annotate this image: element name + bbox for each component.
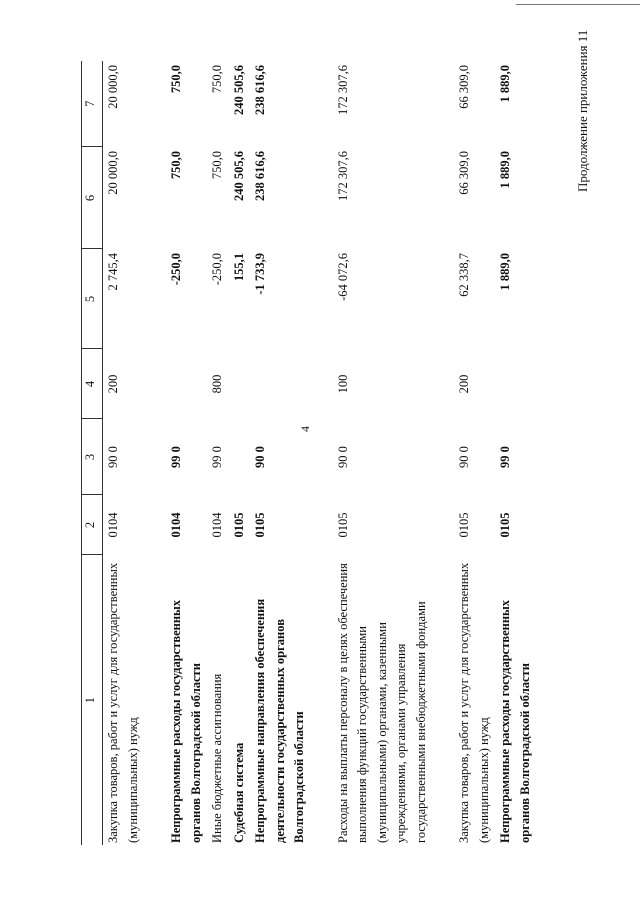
expense-type-code xyxy=(229,349,251,419)
budget-table xyxy=(81,61,536,845)
spacer-row xyxy=(144,61,166,845)
program-code: 99 0 xyxy=(169,446,183,468)
amount-total: 172 307,6 xyxy=(335,151,350,201)
expense-type-code xyxy=(250,349,311,419)
column-header: 3 xyxy=(82,419,103,495)
column-header: 5 xyxy=(82,249,103,349)
amount-change: 62 338,7 xyxy=(457,253,471,297)
column-header: 4 xyxy=(82,349,103,419)
section-code: 0105 xyxy=(335,512,350,538)
item-name: Непрограммные расходы государственных органов Волгоградской области xyxy=(498,599,532,843)
item-name: Судебная система xyxy=(231,742,246,843)
top-rule xyxy=(516,4,640,5)
item-name: Закупка товаров, работ и услуг для государственных (муниципальных) нужд xyxy=(457,562,491,843)
table-row xyxy=(103,61,145,845)
amount-change: -1 733,9 xyxy=(253,253,267,295)
section-code: 0105 xyxy=(457,512,471,538)
table-row xyxy=(229,61,251,845)
spacer-row xyxy=(432,61,454,845)
program-code: 90 0 xyxy=(335,446,350,468)
program-code: 90 0 xyxy=(106,446,120,468)
amount-change: 1 889,0 xyxy=(498,253,512,291)
section-code: 0104 xyxy=(210,512,224,538)
table-row xyxy=(454,61,495,845)
section-code: 0104 xyxy=(169,512,183,538)
amount-final: 20 000,0 xyxy=(106,65,120,109)
amount-final: 238 616,6 xyxy=(253,65,267,115)
amount-total: 1 889,0 xyxy=(498,151,512,189)
column-header: 7 xyxy=(82,61,103,147)
header-row xyxy=(82,61,103,845)
item-name: Непрограммные расходы государственных органов Волгоградской области xyxy=(169,599,203,843)
table-row xyxy=(333,61,433,845)
program-code: 90 0 xyxy=(457,446,471,468)
page-number: 4 xyxy=(298,426,312,432)
rotated-table-container xyxy=(81,61,556,845)
item-name: Расходы на выплаты персоналу в целях обеспечения выполнения функций государственными (муниципальными) органами, казенными учреждениями, органами управления государственными внебюджетными фондами xyxy=(335,563,428,843)
amount-change: 2 745,4 xyxy=(106,253,120,291)
item-name: Иные бюджетные ассигнования xyxy=(210,673,224,843)
amount-total: 240 505,6 xyxy=(231,151,246,201)
amount-final: 750,0 xyxy=(210,65,224,94)
section-code: 0105 xyxy=(498,512,512,538)
expense-type-code: 200 xyxy=(457,374,471,394)
amount-change: 155,1 xyxy=(231,253,246,282)
amount-final: 240 505,6 xyxy=(231,65,246,115)
continuation-note: Продолжение приложения 11 xyxy=(575,29,590,192)
spacer-row xyxy=(311,61,333,845)
amount-total: 750,0 xyxy=(169,151,183,180)
amount-total: 750,0 xyxy=(210,151,224,180)
item-name: Непрограммные направления обеспечения деятельности государственных органов Волгоградской области xyxy=(253,598,306,843)
amount-change: -64 072,6 xyxy=(335,253,350,301)
expense-type-code: 200 xyxy=(106,374,120,394)
expense-type-code: 100 xyxy=(335,374,350,394)
amount-final: 750,0 xyxy=(169,65,183,94)
section-code: 0105 xyxy=(253,512,267,538)
amount-total: 66 309,0 xyxy=(457,151,471,195)
table-row xyxy=(495,61,536,845)
table-row xyxy=(207,61,229,845)
amount-change: -250,0 xyxy=(210,253,224,286)
amount-final: 1 889,0 xyxy=(498,65,512,103)
amount-final: 172 307,6 xyxy=(335,65,350,115)
expense-type-code xyxy=(495,349,536,419)
table-row xyxy=(250,61,311,845)
program-code: 99 0 xyxy=(210,446,224,468)
column-header: 1 xyxy=(83,697,97,704)
amount-final: 66 309,0 xyxy=(457,65,471,109)
table-row xyxy=(166,61,207,845)
amount-change: -250,0 xyxy=(169,253,183,286)
column-header: 6 xyxy=(82,147,103,249)
program-code: 99 0 xyxy=(498,446,512,468)
expense-type-code: 800 xyxy=(210,374,224,394)
program-code xyxy=(229,419,251,495)
program-code: 90 0 xyxy=(253,446,267,468)
item-name: Закупка товаров, работ и услуг для государственных (муниципальных) нужд xyxy=(106,562,140,843)
section-code: 0104 xyxy=(106,512,120,538)
table-body xyxy=(103,61,537,845)
column-header: 2 xyxy=(82,495,103,555)
expense-type-code xyxy=(166,349,207,419)
amount-total: 238 616,6 xyxy=(253,151,267,201)
section-code: 0105 xyxy=(231,512,246,538)
amount-total: 20 000,0 xyxy=(106,151,120,195)
